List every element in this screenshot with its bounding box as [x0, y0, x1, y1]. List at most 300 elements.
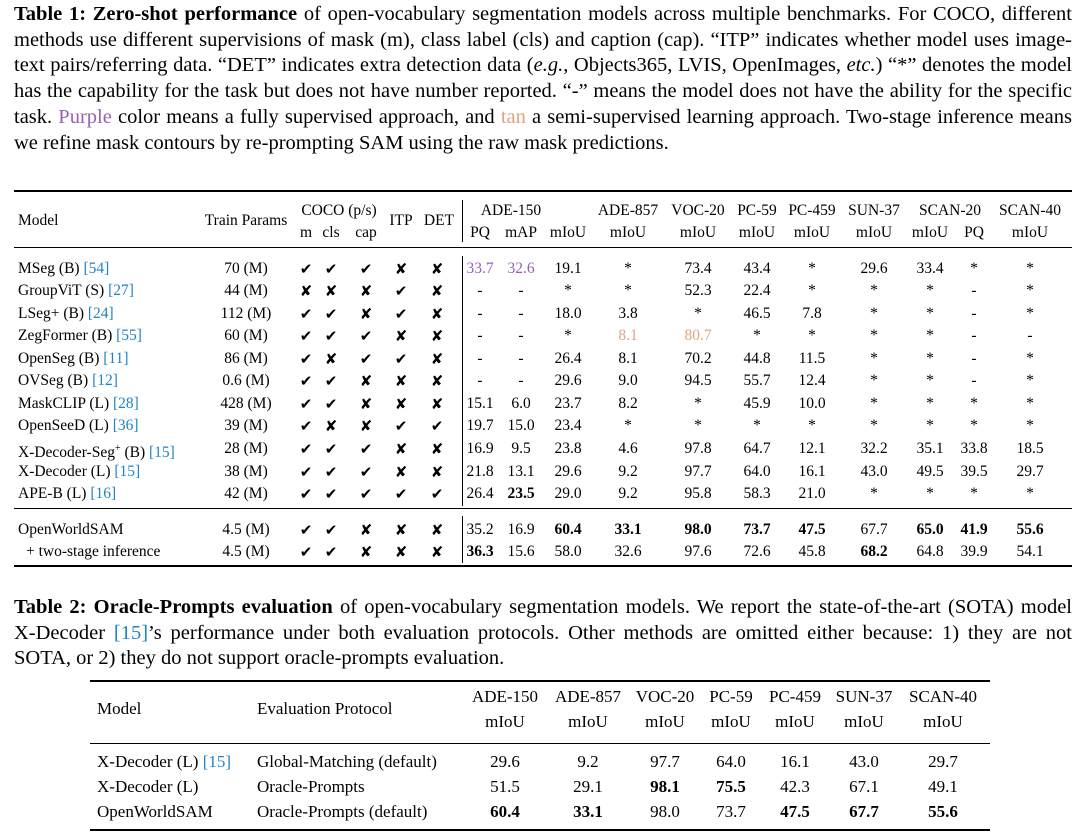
caption-text: ’s performance under both evaluation protocols. Other methods are omitted either because: 1) they are not SOTA, or 2) they do not support oracle-prompts evaluation.	[14, 621, 1072, 670]
cross-icon: ✘	[430, 282, 444, 300]
evaluation-protocol: Oracle-Prompts	[257, 777, 365, 796]
train-params: 4.5 (M)	[222, 543, 270, 560]
model-name-text: OpenWorldSAM	[97, 802, 213, 821]
model-name	[18, 259, 109, 279]
metric-value: 73.7	[716, 802, 746, 821]
header-dataset: ADE-857	[554, 687, 622, 706]
metric-value: 19.7	[466, 417, 494, 434]
header-metric: mIoU	[679, 224, 717, 241]
model-name-text: X-Decoder-Seg	[18, 444, 115, 462]
metric-value: 9.2	[618, 463, 638, 480]
metric-value: 11.5	[798, 350, 826, 367]
metric-value: 9.2	[577, 752, 599, 771]
metric-value: 70.2	[684, 350, 712, 367]
metric-value: 26.4	[554, 350, 582, 367]
metric-value: 36.3	[466, 543, 494, 560]
metric-value: 9.0	[618, 372, 638, 389]
check-icon: ✔	[299, 372, 313, 390]
metric-value: *	[564, 282, 572, 299]
cross-icon: ✘	[394, 372, 408, 390]
metric-value: *	[926, 395, 934, 412]
metric-value: 39.5	[960, 463, 988, 480]
metric-value: 73.7	[743, 521, 771, 538]
metric-value: *	[624, 417, 632, 434]
caption-italic: etc.	[846, 54, 876, 77]
citation-link[interactable]: [55]	[116, 327, 142, 344]
cross-icon: ✘	[324, 282, 338, 300]
model-name	[18, 349, 129, 369]
cross-icon: ✘	[430, 440, 444, 458]
citation-link[interactable]: [54]	[83, 260, 110, 277]
model-name	[18, 416, 139, 436]
model-name	[18, 304, 114, 324]
metric-value: 8.1	[618, 327, 638, 344]
table-rule	[14, 565, 1072, 567]
model-name-text: GroupViT (S)	[18, 282, 109, 299]
metric-value: *	[870, 305, 878, 322]
check-icon: ✔	[324, 395, 338, 413]
cross-icon: ✘	[299, 282, 313, 300]
check-icon: ✔	[299, 521, 313, 539]
cross-icon: ✘	[394, 260, 408, 278]
header-dataset: VOC-20	[671, 202, 725, 219]
metric-value: 98.0	[684, 521, 712, 538]
model-name-text: ZegFormer (B)	[18, 327, 117, 344]
check-icon: ✔	[324, 327, 338, 345]
header-metric: mIoU	[911, 224, 949, 241]
metric-value: 33.8	[960, 440, 988, 457]
header-metric: mIoU	[711, 712, 751, 731]
citation-link[interactable]: [27]	[108, 282, 134, 299]
check-icon: ✔	[359, 350, 373, 368]
caption-text: a semi-supervised learning approach. Two-stage inference means we refine mask contours by re-prompting SAM using the raw mask predictions.	[14, 105, 1072, 154]
check-icon: ✔	[430, 417, 444, 435]
metric-value: 29.1	[573, 777, 603, 796]
cross-icon: ✘	[394, 521, 408, 539]
header-dataset: PC-59	[709, 687, 753, 706]
check-icon: ✔	[324, 260, 338, 278]
citation-link[interactable]: [24]	[87, 305, 114, 322]
metric-value: 22.4	[743, 282, 771, 299]
cross-icon: ✘	[359, 543, 373, 561]
metric-value: *	[970, 417, 978, 434]
metric-value: 44.8	[743, 350, 771, 367]
header-metric: mIoU	[1011, 224, 1049, 241]
metric-value: 42.3	[780, 777, 810, 796]
cross-icon: ✘	[359, 305, 373, 323]
model-name-text: X-Decoder (L)	[97, 752, 203, 771]
check-icon: ✔	[299, 305, 313, 323]
check-icon: ✔	[299, 350, 313, 368]
header-protocol: Evaluation Protocol	[257, 699, 393, 718]
metric-value: 33.4	[916, 260, 944, 277]
header-metric: mIoU	[609, 224, 647, 241]
metric-value: 35.2	[466, 521, 494, 538]
header-coco: COCO (p/s)	[301, 202, 377, 219]
metric-value: *	[694, 305, 702, 322]
citation-link[interactable]: [16]	[90, 485, 117, 502]
metric-value: 9.2	[618, 485, 638, 502]
metric-value: *	[753, 327, 761, 344]
metric-value: 8.2	[618, 395, 638, 412]
metric-value: 97.8	[684, 440, 712, 457]
table2-caption-title: Table 2: Oracle-Prompts evaluation	[14, 596, 333, 618]
cross-icon: ✘	[359, 521, 373, 539]
metric-value: 29.6	[554, 372, 582, 389]
cross-icon: ✘	[359, 372, 373, 390]
citation-link[interactable]: [15]	[113, 621, 149, 644]
metric-value: 75.5	[716, 777, 746, 796]
metric-value: 6.0	[511, 395, 531, 412]
citation-link[interactable]: [15]	[114, 463, 141, 480]
caption-text: , Objects365, LVIS, OpenImages,	[563, 54, 847, 77]
metric-value: *	[870, 350, 878, 367]
cross-icon: ✘	[394, 327, 408, 345]
header-metric: PQ	[470, 224, 490, 241]
metric-value: *	[1026, 350, 1034, 367]
caption-purple-word: Purple	[58, 105, 112, 128]
cross-icon: ✘	[394, 543, 408, 561]
header-dataset: ADE-857	[597, 202, 659, 219]
metric-value: 64.0	[743, 463, 771, 480]
metric-value: 80.7	[684, 327, 712, 344]
metric-value: 3.8	[618, 305, 638, 322]
table1-caption-title: Table 1: Zero-shot performance	[14, 3, 298, 25]
metric-value: -	[477, 327, 483, 344]
check-icon: ✔	[359, 485, 373, 503]
metric-value: 47.5	[780, 802, 810, 821]
metric-value: 65.0	[916, 521, 944, 538]
metric-value: -	[477, 305, 483, 322]
cross-icon: ✘	[430, 372, 444, 390]
cross-icon: ✘	[359, 395, 373, 413]
model-name-text: LSeg+ (B)	[18, 305, 88, 322]
header-dataset: SUN-37	[835, 687, 893, 706]
check-icon: ✔	[299, 463, 313, 481]
header-model: Model	[18, 212, 59, 229]
metric-value: 29.6	[860, 260, 888, 277]
metric-value: *	[1026, 395, 1034, 412]
cross-icon: ✘	[430, 521, 444, 539]
train-params: 38 (M)	[224, 463, 268, 480]
citation-link[interactable]: [11]	[103, 350, 129, 367]
header-dataset: SCAN-40	[908, 687, 977, 706]
caption-text: ) “*” denotes the model has the capability for the task but does not have number reported. “-” means the model does not have the ability for the specific task.	[14, 54, 1072, 128]
cross-icon: ✘	[430, 327, 444, 345]
metric-value: -	[971, 282, 977, 299]
metric-value: *	[870, 372, 878, 389]
metric-value: 39.9	[960, 543, 988, 560]
metric-value: 12.1	[798, 440, 826, 457]
table1-caption	[14, 2, 1072, 156]
train-params: 4.5 (M)	[222, 521, 270, 538]
metric-value: 35.1	[916, 440, 944, 457]
metric-value: 7.8	[802, 305, 822, 322]
check-icon: ✔	[359, 440, 373, 458]
metric-value: 60.4	[490, 802, 520, 821]
check-icon: ✔	[299, 327, 313, 345]
metric-value: 29.0	[554, 485, 582, 502]
check-icon: ✔	[299, 260, 313, 278]
train-params: 28 (M)	[224, 440, 268, 457]
check-icon: ✔	[359, 327, 373, 345]
metric-value: 12.4	[798, 372, 826, 389]
metric-value: 32.6	[614, 543, 642, 560]
model-name	[97, 752, 231, 772]
cross-icon: ✘	[430, 543, 444, 561]
metric-value: 18.5	[1016, 440, 1044, 457]
metric-value: 95.8	[684, 485, 712, 502]
table-rule	[14, 247, 1072, 248]
metric-value: *	[926, 417, 934, 434]
check-icon: ✔	[394, 282, 408, 300]
metric-value: *	[1026, 305, 1034, 322]
check-icon: ✔	[359, 463, 373, 481]
header-dataset: SCAN-20	[918, 202, 981, 219]
metric-value: *	[624, 260, 632, 277]
model-name-text: + two-stage inference	[26, 543, 161, 560]
header-dataset: ADE-150	[471, 687, 539, 706]
metric-value: 51.5	[490, 777, 520, 796]
metric-value: 15.6	[507, 543, 535, 560]
metric-value: 64.7	[743, 440, 771, 457]
metric-value: *	[694, 395, 702, 412]
train-params: 60 (M)	[224, 327, 268, 344]
cross-icon: ✘	[430, 350, 444, 368]
metric-value: -	[477, 282, 483, 299]
metric-value: -	[477, 350, 483, 367]
metric-value: 29.7	[928, 752, 958, 771]
metric-value: 46.5	[743, 305, 771, 322]
cross-icon: ✘	[359, 282, 373, 300]
model-name-text: OpenSeg (B)	[18, 350, 104, 367]
metric-value: *	[808, 260, 816, 277]
train-params: 0.6 (M)	[222, 372, 270, 389]
metric-value: -	[1027, 327, 1033, 344]
header-coco-sub: cap	[355, 224, 377, 241]
metric-value: 21.0	[798, 485, 826, 502]
header-dataset: ADE-150	[480, 202, 542, 219]
model-name	[18, 281, 134, 301]
check-icon: ✔	[394, 305, 408, 323]
metric-value: 72.6	[743, 543, 771, 560]
metric-value: 52.3	[684, 282, 712, 299]
train-params: 42 (M)	[224, 485, 268, 502]
header-model: Model	[97, 699, 142, 718]
header-metric: mIoU	[775, 712, 815, 731]
metric-value: 60.4	[554, 521, 582, 538]
metric-value: *	[624, 282, 632, 299]
caption-text: of open-vocabulary segmentation models. We report the state-of-the-art (SOTA) model X-Decoder	[14, 596, 1072, 644]
metric-value: *	[870, 485, 878, 502]
metric-value: 16.1	[780, 752, 810, 771]
check-icon: ✔	[359, 260, 373, 278]
metric-value: 29.6	[554, 463, 582, 480]
model-name	[18, 326, 142, 346]
metric-value: 18.0	[554, 305, 582, 322]
cross-icon: ✘	[324, 417, 338, 435]
metric-value: 97.7	[684, 463, 712, 480]
check-icon: ✔	[324, 372, 338, 390]
metric-value: -	[518, 282, 524, 299]
citation-link[interactable]: [28]	[113, 395, 139, 412]
citation-link[interactable]: [12]	[92, 372, 118, 389]
metric-value: *	[1026, 485, 1034, 502]
model-name-text: X-Decoder (L)	[18, 463, 115, 480]
metric-value: 64.8	[916, 543, 944, 560]
model-name-text: X-Decoder (L)	[97, 777, 199, 796]
metric-value: 33.7	[466, 260, 494, 277]
metric-value: 43.0	[849, 752, 879, 771]
metric-value: 94.5	[684, 372, 712, 389]
table-rule	[90, 829, 990, 831]
metric-value: 73.4	[684, 260, 712, 277]
model-name-text: OpenWorldSAM	[18, 521, 124, 538]
metric-value: *	[970, 485, 978, 502]
header-metric: PQ	[964, 224, 984, 241]
check-icon: ✔	[299, 395, 313, 413]
header-det: DET	[423, 212, 455, 229]
metric-value: 43.4	[743, 260, 771, 277]
check-icon: ✔	[299, 440, 313, 458]
metric-value: 67.1	[849, 777, 879, 796]
header-metric: mIoU	[738, 224, 776, 241]
metric-value: -	[518, 372, 524, 389]
check-icon: ✔	[394, 350, 408, 368]
metric-value: 33.1	[614, 521, 642, 538]
metric-value: 16.9	[507, 521, 535, 538]
metric-value: 26.4	[466, 485, 494, 502]
cross-icon: ✘	[394, 463, 408, 481]
check-icon: ✔	[430, 485, 444, 503]
metric-value: 32.6	[507, 260, 535, 277]
header-metric: mAP	[505, 224, 537, 241]
evaluation-protocol: Oracle-Prompts (default)	[257, 802, 428, 821]
citation-link[interactable]: [15]	[149, 444, 175, 462]
metric-value: *	[926, 372, 934, 389]
caption-italic: e.g.	[533, 54, 564, 77]
metric-value: 23.8	[554, 440, 582, 457]
model-name-text: APE-B (L)	[18, 485, 91, 502]
metric-value: 16.1	[798, 463, 826, 480]
header-metric: mIoU	[855, 224, 893, 241]
metric-value: 58.0	[554, 543, 582, 560]
header-dataset: VOC-20	[635, 687, 695, 706]
evaluation-protocol: Global-Matching (default)	[257, 752, 437, 771]
metric-value: 9.5	[511, 440, 531, 457]
header-dataset: PC-459	[788, 202, 836, 219]
train-params: 39 (M)	[224, 417, 268, 434]
metric-value: 15.0	[507, 417, 535, 434]
metric-value: 67.7	[849, 802, 879, 821]
model-name	[97, 802, 213, 822]
metric-value: *	[870, 327, 878, 344]
metric-value: 47.5	[798, 521, 826, 538]
metric-value: *	[808, 417, 816, 434]
metric-value: *	[970, 395, 978, 412]
metric-value: -	[971, 327, 977, 344]
metric-value: *	[870, 395, 878, 412]
header-itp: ITP	[389, 212, 413, 229]
check-icon: ✔	[299, 417, 313, 435]
table-rule	[14, 190, 1072, 192]
cross-icon: ✘	[394, 395, 408, 413]
metric-value: 45.8	[798, 543, 826, 560]
model-name	[18, 371, 118, 391]
metric-value: 58.3	[743, 485, 771, 502]
header-metric: mIoU	[549, 224, 587, 241]
metric-value: 97.7	[650, 752, 680, 771]
metric-value: 4.6	[618, 440, 638, 457]
metric-value: *	[926, 485, 934, 502]
metric-value: *	[808, 327, 816, 344]
citation-link[interactable]: [36]	[112, 417, 139, 434]
header-dataset: SCAN-40	[998, 202, 1061, 219]
header-metric: mIoU	[844, 712, 884, 731]
metric-value: *	[1026, 372, 1034, 389]
model-name	[97, 777, 198, 797]
model-name	[18, 484, 116, 504]
metric-value: -	[477, 372, 483, 389]
metric-value: 16.9	[466, 440, 494, 457]
check-icon: ✔	[324, 463, 338, 481]
metric-value: *	[970, 260, 978, 277]
header-metric: mIoU	[568, 712, 608, 731]
metric-value: -	[518, 350, 524, 367]
metric-value: 13.1	[507, 463, 535, 480]
metric-value: *	[1026, 282, 1034, 299]
metric-value: 97.6	[684, 543, 712, 560]
metric-value: 98.0	[650, 802, 680, 821]
header-coco-sub: m	[299, 224, 313, 241]
metric-value: *	[926, 282, 934, 299]
metric-value: 54.1	[1016, 543, 1044, 560]
metric-value: *	[926, 350, 934, 367]
cross-icon: ✘	[430, 305, 444, 323]
check-icon: ✔	[324, 305, 338, 323]
model-name-sup: +	[114, 443, 121, 454]
metric-value: 29.7	[1016, 463, 1044, 480]
metric-value: 45.9	[743, 395, 771, 412]
metric-value: 55.7	[743, 372, 771, 389]
header-dataset: PC-59	[737, 202, 777, 219]
caption-text: color means a fully supervised approach, and	[111, 105, 501, 128]
header-metric: mIoU	[923, 712, 963, 731]
model-name	[18, 462, 140, 482]
metric-value: -	[971, 350, 977, 367]
model-name	[18, 520, 124, 540]
check-icon: ✔	[324, 440, 338, 458]
metric-value: 29.6	[490, 752, 520, 771]
table-rule	[90, 743, 990, 744]
metric-value: 64.0	[716, 752, 746, 771]
citation-link[interactable]: [15]	[202, 752, 232, 771]
cross-icon: ✘	[430, 395, 444, 413]
model-name-text: MaskCLIP (L)	[18, 395, 113, 412]
caption-text: of open-vocabulary segmentation models across multiple benchmarks. For COCO, different methods use different supervisions of mask (m), class label (cls) and caption (cap). “ITP” indicates whether model uses image-text pairs/referring data. “DET” indicates extra detection data (	[14, 3, 1072, 77]
caption-tan-word: tan	[500, 105, 526, 128]
metric-value: 98.1	[650, 777, 680, 796]
model-name	[18, 394, 139, 414]
metric-value: 21.8	[466, 463, 494, 480]
metric-value: 15.1	[466, 395, 494, 412]
header-metric: mIoU	[485, 712, 525, 731]
check-icon: ✔	[394, 417, 408, 435]
metric-value: *	[870, 282, 878, 299]
header-dataset: SUN-37	[848, 202, 900, 219]
model-name	[26, 542, 160, 562]
metric-value: 23.5	[507, 485, 535, 502]
